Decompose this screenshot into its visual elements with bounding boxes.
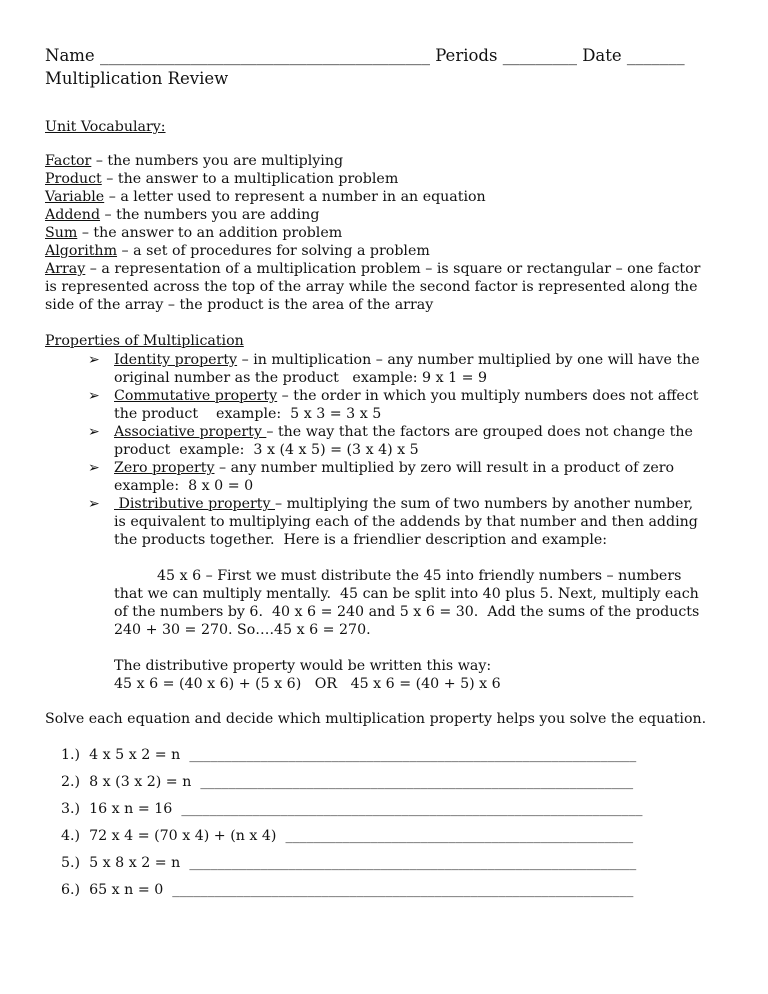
problem-row <box>61 854 636 872</box>
vocab-def: – the answer to a multiplication problem <box>101 171 399 187</box>
property-def-cont: product example: 3 x (4 x 5) = (3 x 4) x 5 <box>114 442 419 458</box>
problem-number: 2.) <box>61 774 81 790</box>
vocab-def: – a letter used to represent a number in an equation <box>104 189 486 205</box>
property-def-cont: the products together. Here is a friendlier description and example: <box>114 532 608 548</box>
vocab-continuation: side of the array – the product is the area of the array <box>45 297 434 313</box>
property-def: – the order in which you multiply numbers does not affect <box>277 388 699 404</box>
property-item <box>88 387 698 405</box>
arrow-bullet-icon: ➢ <box>88 352 100 368</box>
problem-equation: 65 x n = 0 <box>89 882 164 898</box>
written-line: 45 x 6 = (40 x 6) + (5 x 6) OR 45 x 6 = (40 + 5) x 6 <box>114 676 501 692</box>
property-def-cont: example: 8 x 0 = 0 <box>114 478 254 494</box>
arrow-bullet-icon: ➢ <box>88 460 100 476</box>
vocab-def: – a representation of a multiplication problem – is square or rectangular – one factor <box>85 261 701 277</box>
arrow-bullet-icon: ➢ <box>88 424 100 440</box>
property-item <box>88 351 700 369</box>
problem-equation: 16 x n = 16 <box>89 801 173 817</box>
property-term: Zero property <box>114 460 215 476</box>
vocab-item <box>45 188 486 206</box>
name-label: Name <box>45 46 95 65</box>
vocab-def: – the numbers you are multiplying <box>91 153 344 169</box>
answer-blank[interactable]: _________________________________________________________________ <box>181 801 643 817</box>
properties-heading: Properties of Multiplication <box>45 333 244 349</box>
problem-row <box>61 746 636 764</box>
vocab-def: – the answer to an addition problem <box>77 225 343 241</box>
vocab-item <box>45 170 398 188</box>
date-label: Date <box>582 46 622 65</box>
property-def-cont: original number as the product example: 9 x 1 = 9 <box>114 370 488 386</box>
problem-number: 6.) <box>61 882 81 898</box>
vocab-item <box>45 152 343 170</box>
property-def-cont: is equivalent to multiplying each of the addends by that number and then adding <box>114 514 698 530</box>
periods-label: Periods <box>435 46 498 65</box>
property-def: – any number multiplied by zero will result in a product of zero <box>214 460 675 476</box>
arrow-bullet-icon: ➢ <box>88 496 100 512</box>
vocab-item <box>45 242 430 260</box>
problem-number: 1.) <box>61 747 81 763</box>
property-item <box>88 495 693 513</box>
vocab-def: – the numbers you are adding <box>100 207 320 223</box>
property-item <box>88 459 674 477</box>
exercise-instruction: Solve each equation and decide which multiplication property helps you solve the equation. <box>45 711 707 727</box>
property-term: Distributive property <box>114 496 275 512</box>
example-line: 45 x 6 – First we must distribute the 45 into friendly numbers – numbers <box>157 568 682 584</box>
problem-equation: 4 x 5 x 2 = n <box>89 747 181 763</box>
property-term: Commutative property <box>114 388 278 404</box>
property-def: – multiplying the sum of two numbers by another number, <box>275 496 694 512</box>
vocab-def: – a set of procedures for solving a problem <box>117 243 430 259</box>
vocab-heading: Unit Vocabulary: <box>45 119 166 135</box>
example-line: of the numbers by 6. 40 x 6 = 240 and 5 x 6 = 30. Add the sums of the products <box>114 604 700 620</box>
vocab-item <box>45 260 700 278</box>
problem-equation: 72 x 4 = (70 x 4) + (n x 4) <box>89 828 277 844</box>
vocab-continuation: is represented across the top of the array while the second factor is represented along the <box>45 279 698 295</box>
problem-row <box>61 881 633 899</box>
vocab-item <box>45 206 319 224</box>
problem-equation: 8 x (3 x 2) = n <box>89 774 192 790</box>
example-line: 240 + 30 = 270. So….45 x 6 = 270. <box>114 622 371 638</box>
vocab-item <box>45 224 342 242</box>
problem-number: 3.) <box>61 801 81 817</box>
vocab-term: Algorithm <box>45 243 118 259</box>
problem-row <box>61 773 633 791</box>
answer-blank[interactable]: _____________________________________________________________ <box>200 774 634 790</box>
property-def: – in multiplication – any number multiplied by one will have the <box>237 352 700 368</box>
vocab-term: Factor <box>45 153 92 169</box>
page-title: Multiplication Review <box>45 69 229 88</box>
vocab-term: Sum <box>45 225 78 241</box>
property-term: Identity property <box>114 352 238 368</box>
answer-blank[interactable]: _______________________________________________________________ <box>189 855 637 871</box>
arrow-bullet-icon: ➢ <box>88 388 100 404</box>
property-term: Associative property <box>114 424 267 440</box>
problem-number: 5.) <box>61 855 81 871</box>
periods-blank: _________ <box>502 46 577 65</box>
answer-blank[interactable]: _________________________________________________ <box>285 828 634 844</box>
vocab-term: Product <box>45 171 102 187</box>
problem-row <box>61 827 633 845</box>
example-line: that we can multiply mentally. 45 can be split into 40 plus 5. Next, multiply each <box>114 586 699 602</box>
property-def: – the way that the factors are grouped does not change the <box>266 424 693 440</box>
problem-row <box>61 800 642 818</box>
vocab-term: Array <box>45 261 86 277</box>
written-line: The distributive property would be written this way: <box>114 658 492 674</box>
vocab-term: Variable <box>45 189 105 205</box>
problem-equation: 5 x 8 x 2 = n <box>89 855 181 871</box>
answer-blank[interactable]: _______________________________________________________________ <box>189 747 637 763</box>
vocab-term: Addend <box>45 207 101 223</box>
property-item <box>88 423 693 441</box>
date-blank: _______ <box>626 46 685 65</box>
problem-number: 4.) <box>61 828 81 844</box>
property-def-cont: the product example: 5 x 3 = 3 x 5 <box>114 406 382 422</box>
name-blank: ________________________________________ <box>99 46 430 65</box>
name-line <box>45 45 685 67</box>
answer-blank[interactable]: _________________________________________________________________ <box>172 882 634 898</box>
